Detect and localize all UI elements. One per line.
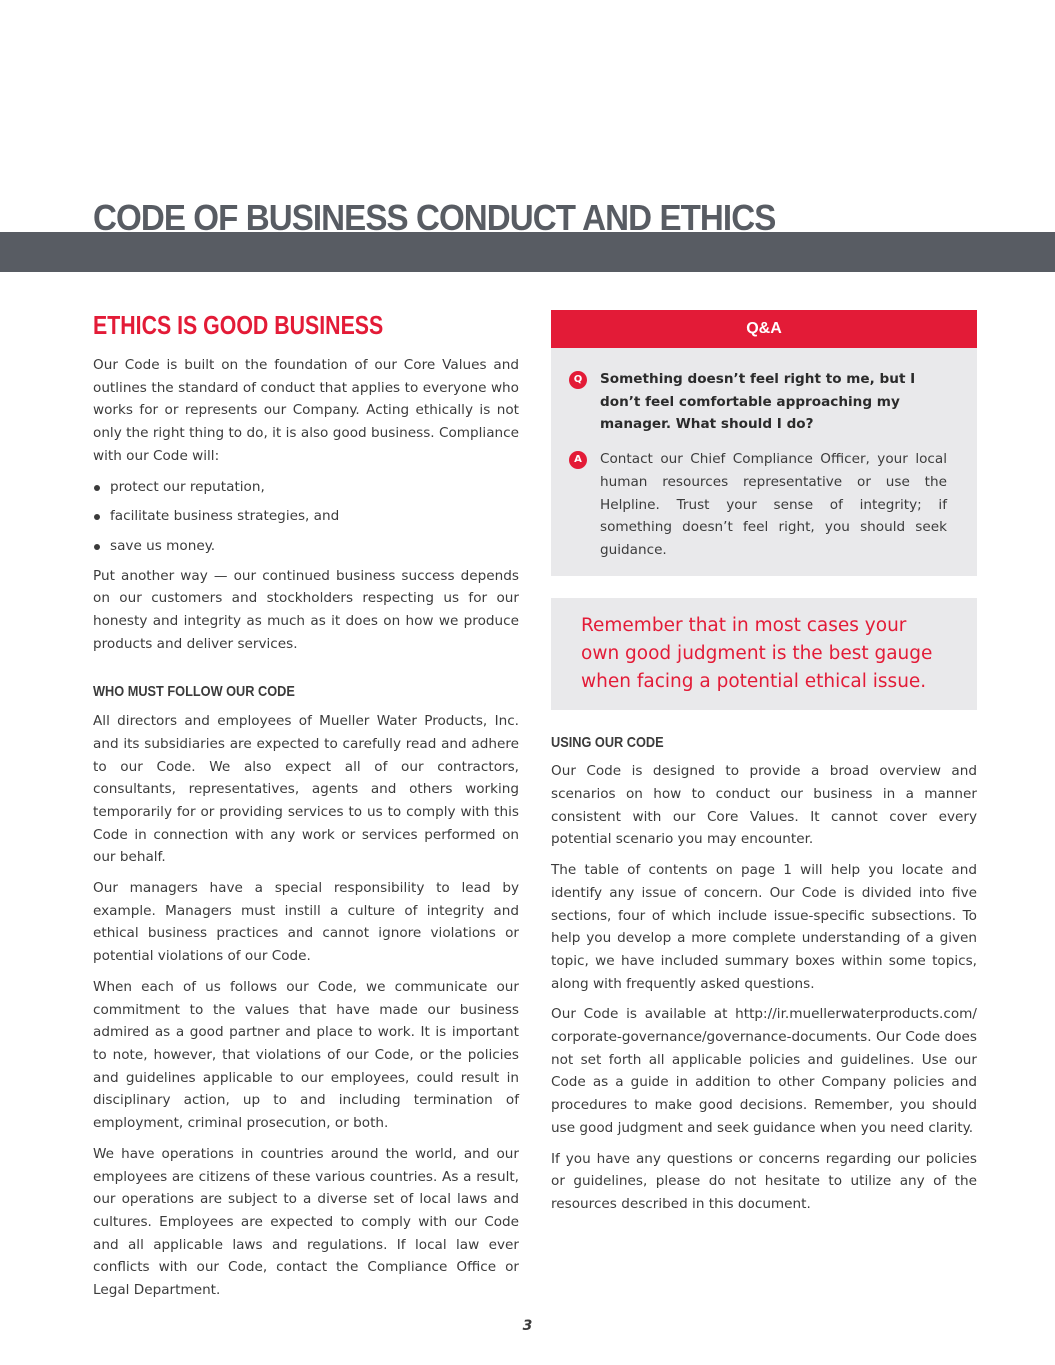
paragraph: Put another way — our continued business success depends on our customers and stockholders respecting us for our honesty and integrity as much as it does on how we produce products and deliver services. [93,567,519,652]
intro-paragraph: Our Code is built on the foundation of our Core Values and outlines the standard of conduct that applies to everyone who works for or represents our Company. Acting ethically is not only the right thing to do, it is also good business. Compliance with our Code will: [93,357,519,464]
qa-title: Q&A [551,310,977,348]
left-column [93,310,519,1310]
right-column [551,310,977,1224]
paragraph: All directors and employees of Mueller Water Products, Inc. and its subsidiaries are expected to carefully read and adhere to our Code. We also expect all of our contractors, consultants, representatives, agents and others working temporarily for or providing services to us to comply with this Code in connection with any work or services performed on our behalf. [93,713,519,866]
page-title: CODE OF BUSINESS CONDUCT AND ETHICS [93,197,776,238]
question-badge-icon: Q [569,371,587,389]
paragraph: The table of contents on page 1 will help you locate and identify any issue of concern. Our Code is divided into five sections, four of which include issue-specific subsections. To help you develop a more complete understanding of a given topic, we have included summary boxes within some topics, along with frequently asked questions. [551,862,977,992]
callout-box: Remember that in most cases your own good judgment is the best gauge when facing a potential ethical issue. [551,598,977,710]
list-item: facilitate business strategies, and [93,505,519,528]
answer-text: Contact our Chief Compliance Officer, your local human resources representative or use the Helpline. Trust your sense of integrity; if something doesn’t feel right, you should seek guidance. [600,451,947,558]
list-item: save us money. [93,535,519,558]
paragraph: Our Code is available at http://ir.muellerwaterproducts.com/ corporate-governance/governance-documents. Our Code does not set forth all applicable policies and guidelines. Use our Code as a guide in addition to other Company policies and procedures to make good decisions. Remember, you should use good judgment and seek guidance when you need clarity. [551,1006,977,1136]
paragraph: Our managers have a special responsibility to lead by example. Managers must instill a culture of integrity and ethical business practices and cannot ignore violations or potential violations of our Code. [93,880,519,965]
sub-heading: USING OUR CODE [551,733,664,751]
sub-heading: WHO MUST FOLLOW OUR CODE [93,683,295,701]
paragraph: We have operations in countries around the world, and our employees are citizens of these various countries. As a result, our operations are subject to a diverse set of local laws and cultures. Employees are expected to comply with our Code and all applicable laws and regulations. If local law ever conflicts with our Code, contact the Compliance Office or Legal Department. [93,1145,519,1299]
list-item: protect our reputation, [93,476,519,499]
answer-badge-icon: A [569,451,587,469]
paragraph: If you have any questions or concerns regarding our policies or guidelines, please do not hesitate to utilize any of the resources described in this document. [551,1150,977,1212]
section-heading: ETHICS IS GOOD BUSINESS [93,310,384,340]
bullet-list [93,476,519,558]
paragraph: Our Code is designed to provide a broad overview and scenarios on how to conduct our business in a manner consistent with our Core Values. It cannot cover every potential scenario you may encounter. [551,763,977,848]
qa-box [551,310,977,576]
paragraph: When each of us follows our Code, we communicate our commitment to the values that have made our business admired as a good partner and place to work. It is important to note, however, that violations of our Code, or the policies and guidelines applicable to our employees, could result in disciplinary action, up to and including termination of employment, criminal prosecution, or both. [93,978,519,1132]
question-text: Something doesn’t feel right to me, but I don’t feel comfortable approaching my manager. What should I do? [600,371,916,433]
page-number: 3 [522,1318,533,1334]
